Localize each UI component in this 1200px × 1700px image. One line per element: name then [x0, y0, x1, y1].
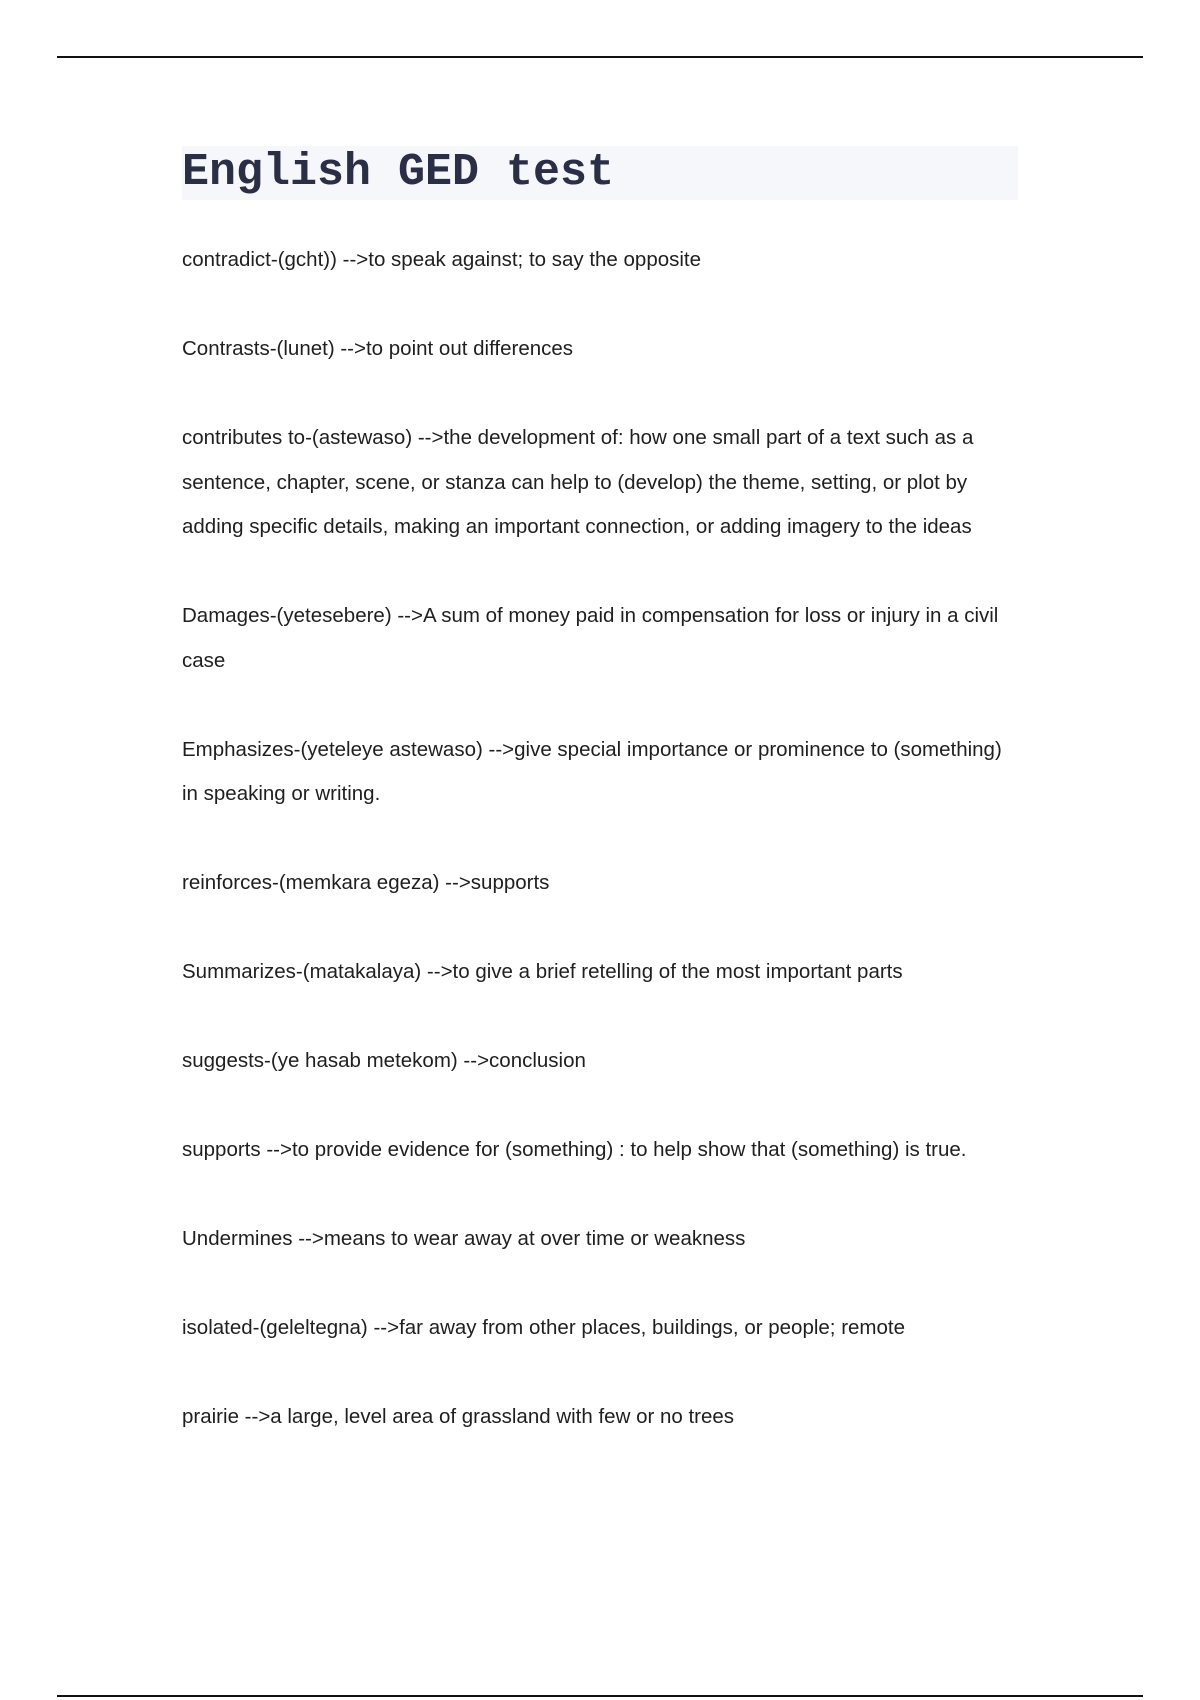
definition-entry: Damages-(yetesebere) -->A sum of money paid in compensation for loss or injury in a civil case: [182, 604, 999, 672]
definition-entry: suggests-(ye hasab metekom) -->conclusion: [182, 1049, 586, 1072]
page-title: English GED test: [182, 147, 615, 198]
definition-entry: Contrasts-(lunet) -->to point out differences: [182, 337, 574, 360]
definition-entry: contradict-(gcht)) -->to speak against; to say the opposite: [182, 248, 702, 271]
definition-entry: supports -->to provide evidence for (something) : to help show that (something) is true.: [182, 1138, 967, 1161]
document-body: [182, 146, 1018, 1484]
definition-entry: Summarizes-(matakalaya) -->to give a brief retelling of the most important parts: [182, 960, 903, 983]
definition-entry: contributes to-(astewaso) -->the development of: how one small part of a text such as a sentence, chapter, scene, or stanza can help to (develop) the theme, setting, or plot by adding specific details, making an important connection, or adding imagery to the ideas: [182, 426, 974, 538]
title-banner: [182, 146, 1018, 200]
definition-entry: reinforces-(memkara egeza) -->supports: [182, 871, 550, 894]
top-rule: [57, 56, 1143, 58]
definition-entry: Undermines -->means to wear away at over time or weakness: [182, 1227, 746, 1250]
definition-entry: Emphasizes-(yeteleye astewaso) -->give special importance or prominence to (something) in speaking or writing.: [182, 737, 1002, 805]
bottom-rule: [57, 1695, 1143, 1697]
definition-entry: prairie -->a large, level area of grassland with few or no trees: [182, 1405, 735, 1428]
definition-entry: isolated-(geleltegna) -->far away from other places, buildings, or people; remote: [182, 1316, 905, 1339]
